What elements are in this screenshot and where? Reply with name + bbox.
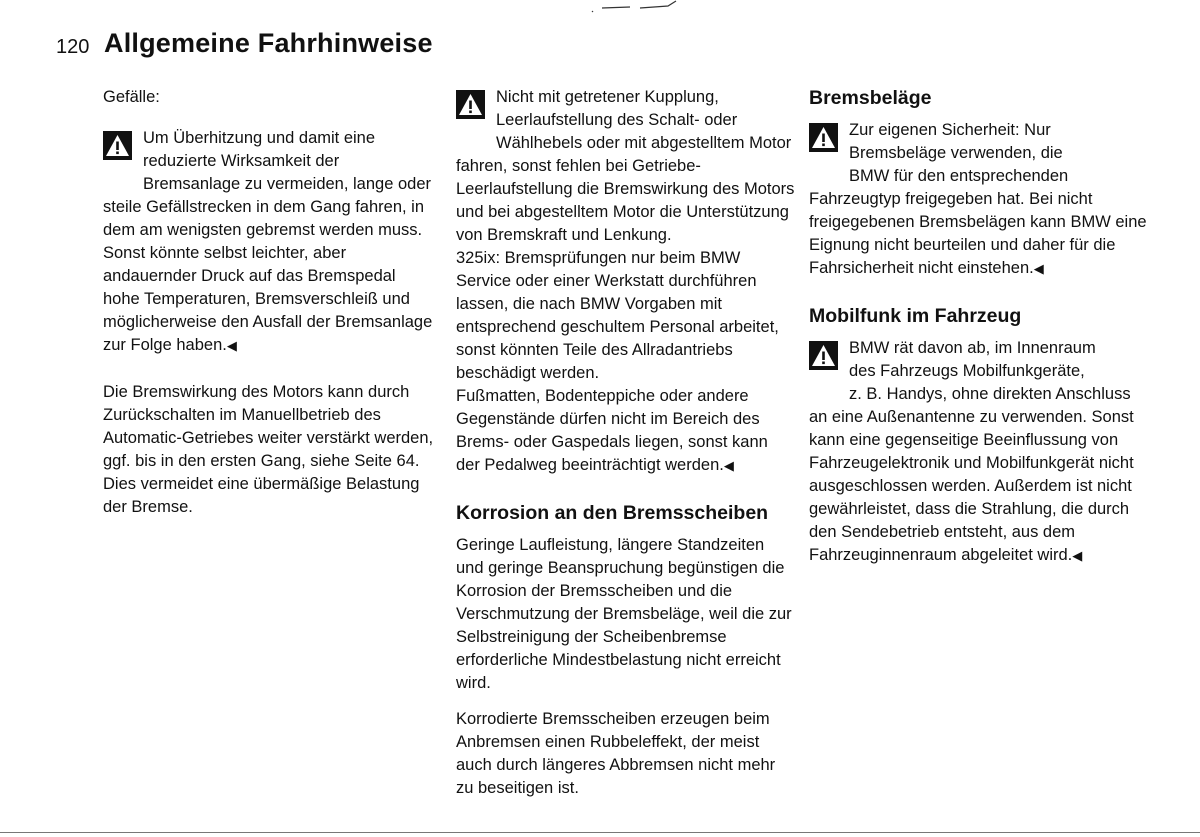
warning-body: Wählhebels oder mit abgestelltem Motor fahren, sonst fehlen bei Getriebe-Leerlaufstellung die Bremswirkung des Motors und bei abgestelltem Motor die Unterstützung von Bremskraft und Lenkung. (456, 134, 795, 244)
end-mark-icon: ◀ (226, 338, 237, 353)
page-bottom-rule (0, 832, 1200, 833)
warning-block-mobile-phones (809, 337, 1147, 567)
column-2 (456, 86, 796, 800)
warning-block-overheating (103, 127, 435, 357)
column-3 (809, 86, 1147, 591)
warning-lead-line-2: Bremsbeläge verwenden, die (849, 144, 1063, 162)
section-heading-mobile-phones: Mobilfunk im Fahrzeug (809, 305, 1022, 327)
warning-triangle-icon (809, 341, 849, 385)
page-title: Allgemeine Fahrhinweise (104, 28, 433, 58)
paragraph-corrosion-causes: Geringe Laufleistung, längere Standzeiten und geringe Beanspruchung begünstigen die Korrosion der Bremsscheiben und die Verschmutzung der Bremsbeläge, weil die zur Selbstreinigung der Scheibenbremse erforderliche Mindestbelastung nicht erreicht wird. (456, 536, 792, 692)
end-mark-icon: ◀ (1033, 261, 1044, 276)
end-mark-icon: ◀ (723, 458, 734, 473)
section-heading-brake-pads: Bremsbeläge (809, 87, 932, 109)
warning-lead-line-1: BMW rät davon ab, im Innenraum (849, 339, 1096, 357)
end-mark-icon: ◀ (1072, 548, 1083, 563)
warning-body: Bremsanlage zu vermeiden, lange oder steile Gefällstrecken in dem Gang fahren, in dem am wenigsten gebremst werden muss. Sonst könnte selbst leichter, aber andauernder Druck auf das Bremspedal hohe Temperaturen, Bremsverschleiß und möglicherweise den Ausfall der Bremsanlage zur Folge haben. (103, 175, 433, 354)
page-number: 120 (56, 36, 90, 58)
warning-block-brake-pads (809, 119, 1147, 280)
warning-lead-line-1: Zur eigenen Sicherheit: Nur (849, 121, 1051, 139)
paragraph-engine-braking: Die Bremswirkung des Motors kann durch Zurückschalten im Manuellbetrieb des Automatic-Getriebes weiter verstärkt werden, ggf. bis in den ersten Gang, siehe Seite 64. Dies vermeidet eine übermäßige Belastung der Bremse. (103, 383, 434, 516)
section-label-gefaelle: Gefälle: (103, 88, 160, 106)
warning-lead-line-1: Nicht mit getretener Kupplung, (496, 88, 719, 106)
paragraph-corrosion-effects: Korrodierte Bremsscheiben erzeugen beim Anbremsen einen Rubbeleffekt, der meist auch durch längeres Abbremsen nicht mehr zu beseitigen ist. (456, 710, 776, 797)
warning-lead-line-2: des Fahrzeugs Mobilfunkgeräte, (849, 362, 1085, 380)
warning-lead-line-2: reduzierte Wirksamkeit der (143, 152, 340, 170)
warning-lead-line-2: Leerlaufstellung des Schalt- oder (496, 111, 738, 129)
warning-triangle-icon (456, 90, 496, 134)
warning-body: z. B. Handys, ohne direkten Anschluss an eine Außenantenne zu verwenden. Sonst kann eine gegenseitige Beeinflussung von Fahrzeugelektronik und Mobilfunkgerät nicht ausgeschlossen werden. Außerdem ist nicht gewährleistet, dass die Strahlung, die durch den Sendebetrieb entsteht, aus dem Fahrzeuginnenraum abgeleitet wird. (809, 385, 1134, 564)
warning-body: BMW für den entsprechenden Fahrzeugtyp freigegeben hat. Bei nicht freigegebenen Bremsbelägen kann BMW eine Eignung nicht beurteilen und daher für die Fahrsicherheit nicht einstehen. (809, 167, 1147, 277)
warning-triangle-icon (103, 131, 143, 175)
warning-lead-line-1: Um Überhitzung und damit eine (143, 129, 376, 147)
column-1 (103, 86, 435, 519)
warning-paragraph-325ix: 325ix: Bremsprüfungen nur beim BMW Service oder einer Werkstatt durchführen lassen, die nach BMW Vorgaben mit entsprechend geschultem Personal arbeitet, sonst könnten Teile des Allradantriebs beschädigt werden. (456, 249, 779, 382)
warning-paragraph-floor-mats: Fußmatten, Bodenteppiche oder andere Gegenstände dürfen nicht im Bereich des Brems- oder Gaspedals liegen, sonst kann der Pedalweg beeinträchtigt werden. (456, 387, 768, 474)
warning-triangle-icon (809, 123, 849, 167)
scan-artifact (590, 0, 680, 14)
warning-block-clutch (456, 86, 796, 477)
section-heading-corrosion: Korrosion an den Bremsscheiben (456, 502, 769, 524)
